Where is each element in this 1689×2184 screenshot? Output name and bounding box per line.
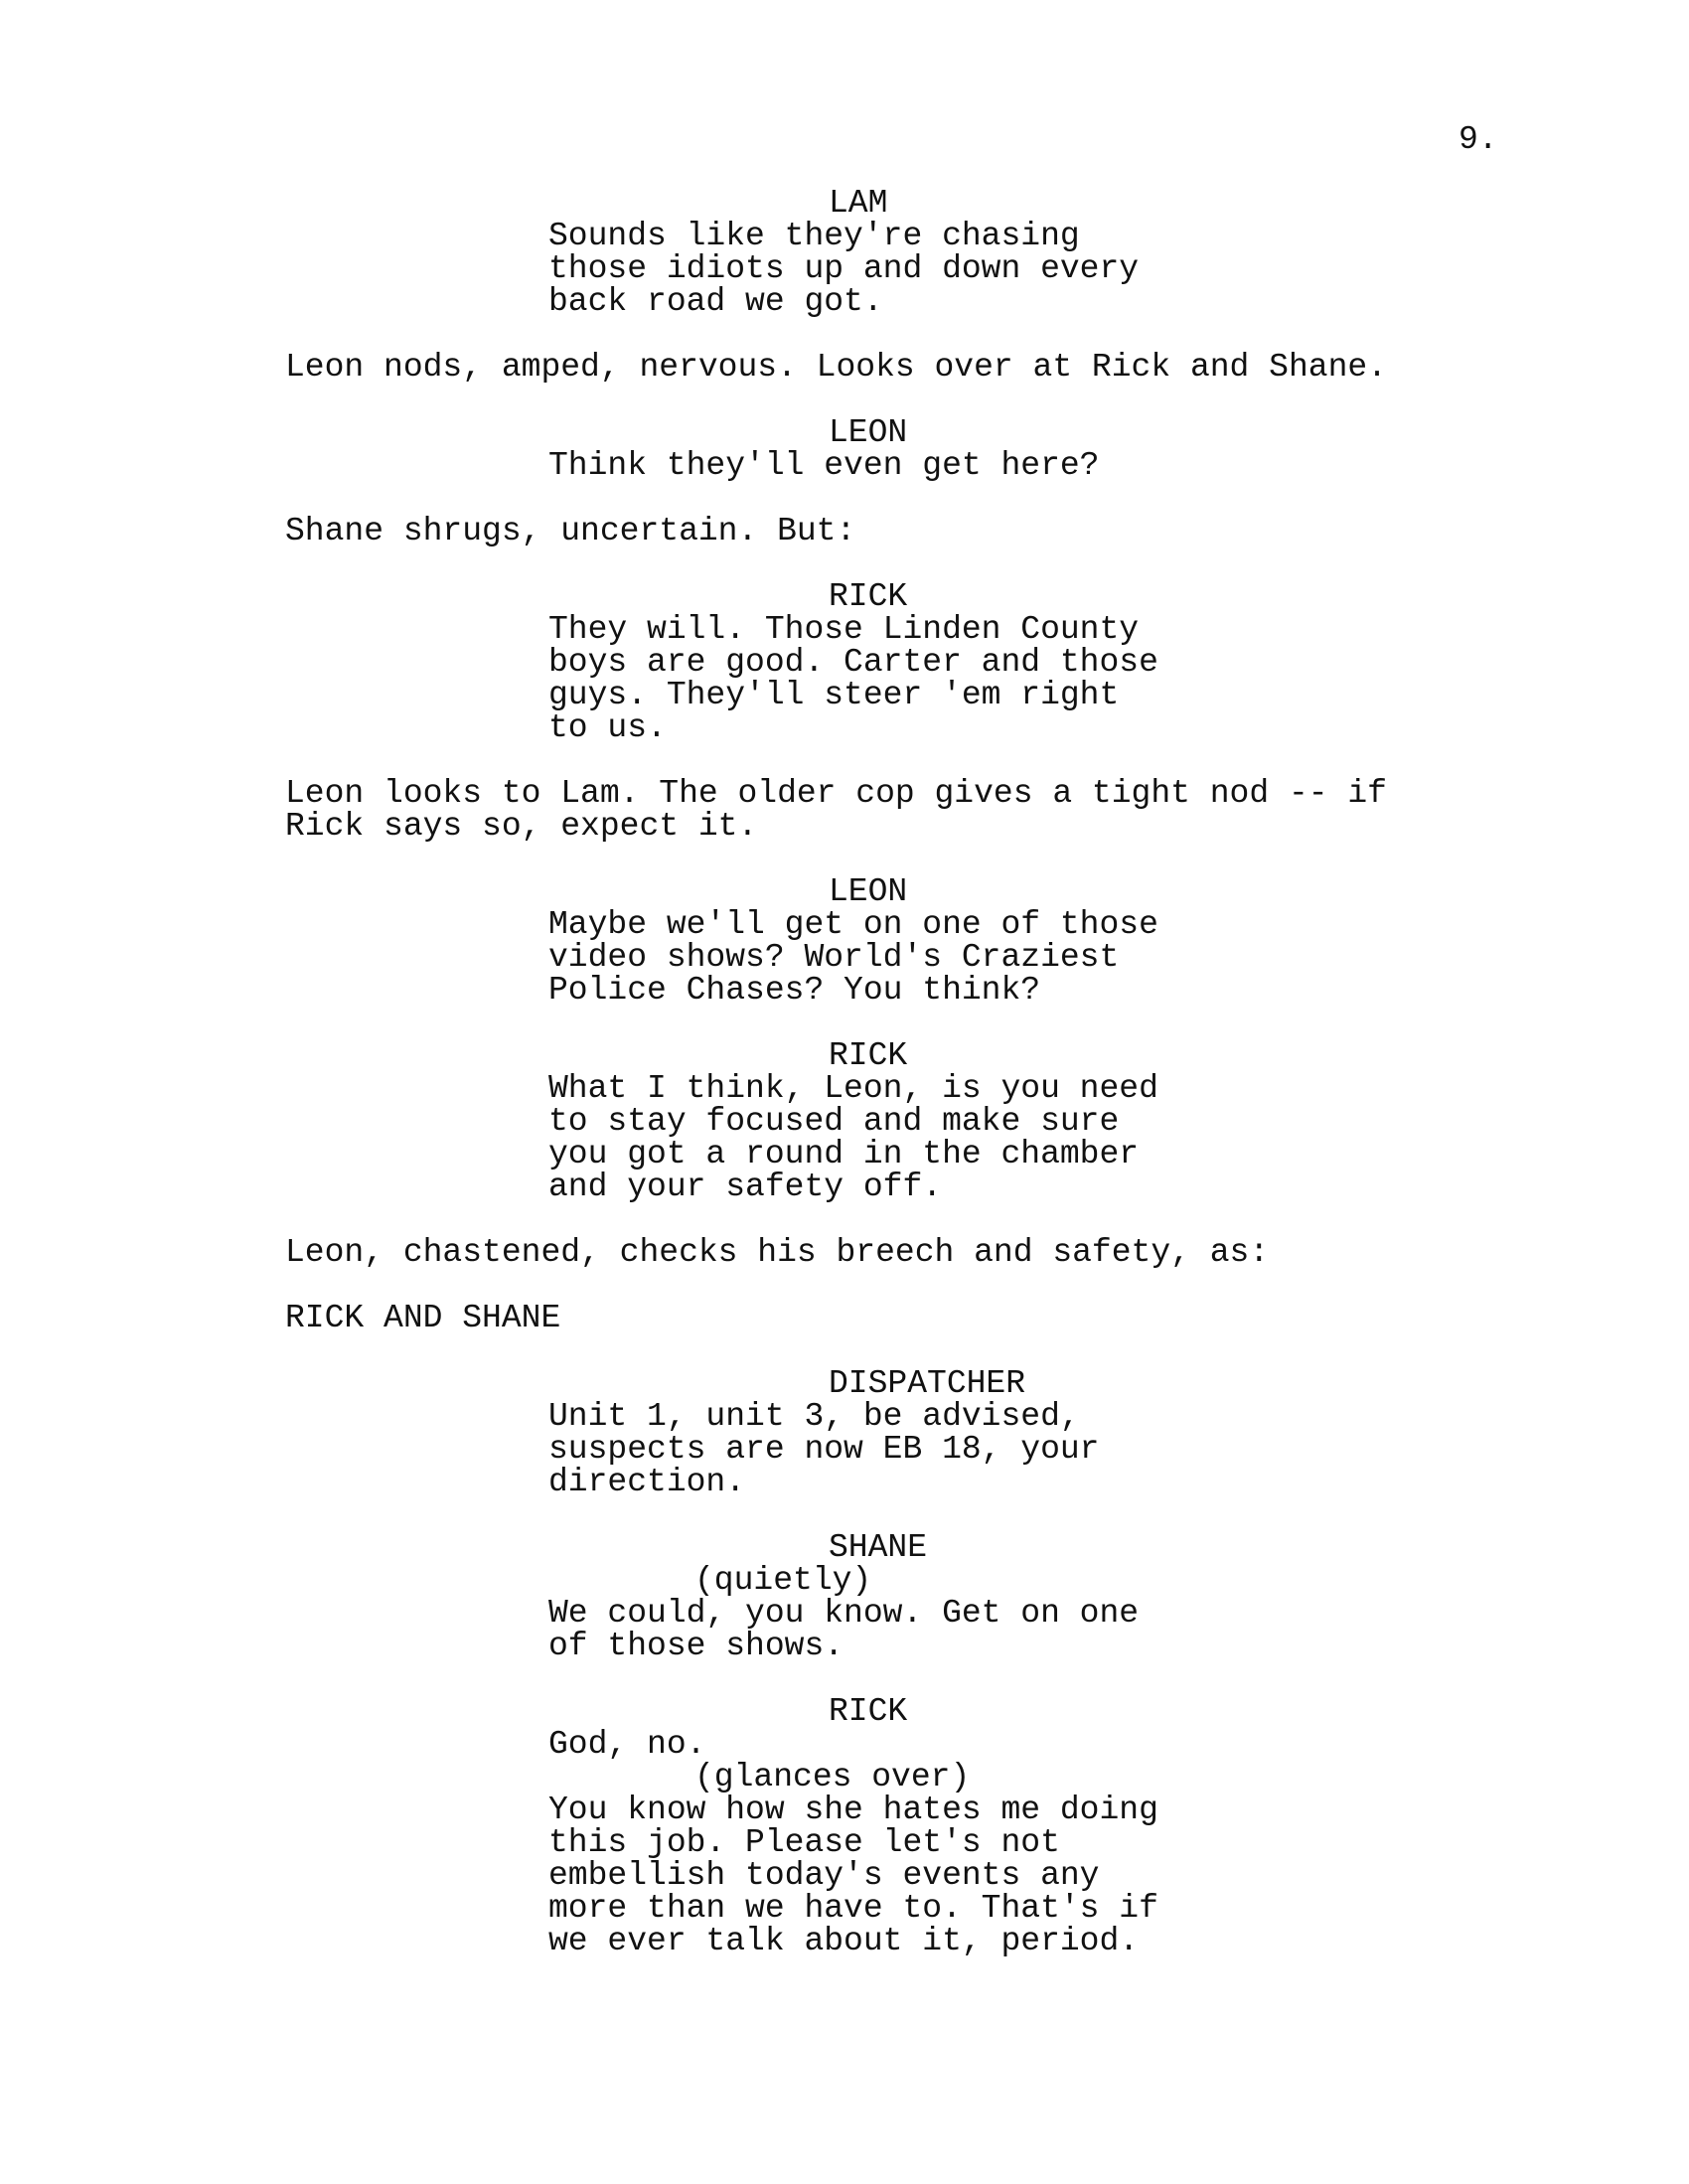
character-cue [829, 1039, 907, 1072]
character-cue-text: SHANE [829, 1529, 928, 1566]
parenthetical [694, 1564, 871, 1597]
dialogue-block-text: to stay focused and make sure [548, 1103, 1120, 1140]
dialogue-block-text: Sounds like they're chasing [548, 218, 1080, 254]
dialogue-block-text: this job. Please let's not [548, 1824, 1060, 1861]
character-cue-text: LEON [829, 414, 908, 451]
dialogue-block-text: They will. Those Linden County [548, 611, 1140, 648]
dialogue-block [548, 1597, 1139, 1662]
dialogue-block-text: embellish today's events any [548, 1857, 1100, 1894]
parenthetical-text: (glances over) [694, 1759, 971, 1795]
dialogue-block-text: What I think, Leon, is you need [548, 1070, 1158, 1107]
dialogue-block [548, 220, 1139, 318]
dialogue-block-text: those idiots up and down every [548, 250, 1140, 287]
character-cue-text: RICK [829, 1693, 908, 1730]
dialogue-block [548, 1728, 705, 1761]
scene-heading-text: RICK AND SHANE [285, 1300, 561, 1336]
action-line [285, 1236, 1269, 1269]
dialogue-block-text: and your safety off. [548, 1169, 943, 1205]
dialogue-block [548, 908, 1158, 1007]
action-line [285, 351, 1387, 384]
character-cue [829, 1695, 907, 1728]
character-cue [829, 580, 907, 613]
dialogue-block-text: We could, you know. Get on one [548, 1595, 1140, 1632]
dialogue-block-text: You know how she hates me doing [548, 1792, 1158, 1828]
parenthetical [694, 1761, 970, 1794]
dialogue-block-text: Unit 1, unit 3, be advised, [548, 1398, 1080, 1435]
dialogue-block-text: to us. [548, 709, 667, 746]
character-cue [829, 416, 907, 449]
dialogue-block-text: suspects are now EB 18, your [548, 1431, 1100, 1468]
dialogue-block-text: Maybe we'll get on one of those [548, 906, 1158, 943]
action-line-text: Leon, chastened, checks his breech and safety, as: [285, 1234, 1270, 1271]
dialogue-block [548, 449, 1100, 482]
character-cue [829, 187, 887, 220]
dialogue-block-text: back road we got. [548, 283, 883, 320]
dialogue-block-text: God, no. [548, 1726, 706, 1763]
dialogue-block [548, 613, 1158, 744]
page-number: 9. [1459, 121, 1498, 158]
character-cue [829, 875, 907, 908]
dialogue-block-text: of those shows. [548, 1628, 844, 1664]
dialogue-block-text: video shows? World's Craziest [548, 939, 1120, 976]
action-line [285, 777, 1387, 843]
dialogue-block-text: boys are good. Carter and those [548, 644, 1158, 681]
character-cue-text: LEON [829, 873, 908, 910]
scene-heading [285, 1302, 560, 1334]
dialogue-block-text: guys. They'll steer 'em right [548, 677, 1120, 713]
action-line-text: Leon nods, amped, nervous. Looks over at Rick and Shane. [285, 349, 1387, 386]
character-cue-text: DISPATCHER [829, 1365, 1026, 1402]
action-line-text: Shane shrugs, uncertain. But: [285, 513, 856, 549]
action-line-text: Rick says so, expect it. [285, 808, 758, 845]
action-line-text: Leon looks to Lam. The older cop gives a tight nod -- if [285, 775, 1387, 812]
parenthetical-text: (quietly) [694, 1562, 872, 1599]
dialogue-block-text: direction. [548, 1464, 746, 1500]
dialogue-block [548, 1794, 1158, 1957]
dialogue-block [548, 1072, 1158, 1203]
character-cue [829, 1531, 927, 1564]
character-cue-text: RICK [829, 578, 908, 615]
dialogue-block [548, 1400, 1100, 1498]
character-cue-text: LAM [829, 185, 888, 222]
character-cue [829, 1367, 1025, 1400]
action-line [285, 515, 855, 547]
character-cue-text: RICK [829, 1037, 908, 1074]
dialogue-block-text: we ever talk about it, period. [548, 1923, 1140, 1959]
dialogue-block-text: more than we have to. That's if [548, 1890, 1158, 1927]
dialogue-block-text: Think they'll even get here? [548, 447, 1100, 484]
dialogue-block-text: you got a round in the chamber [548, 1136, 1140, 1172]
dialogue-block-text: Police Chases? You think? [548, 972, 1041, 1009]
